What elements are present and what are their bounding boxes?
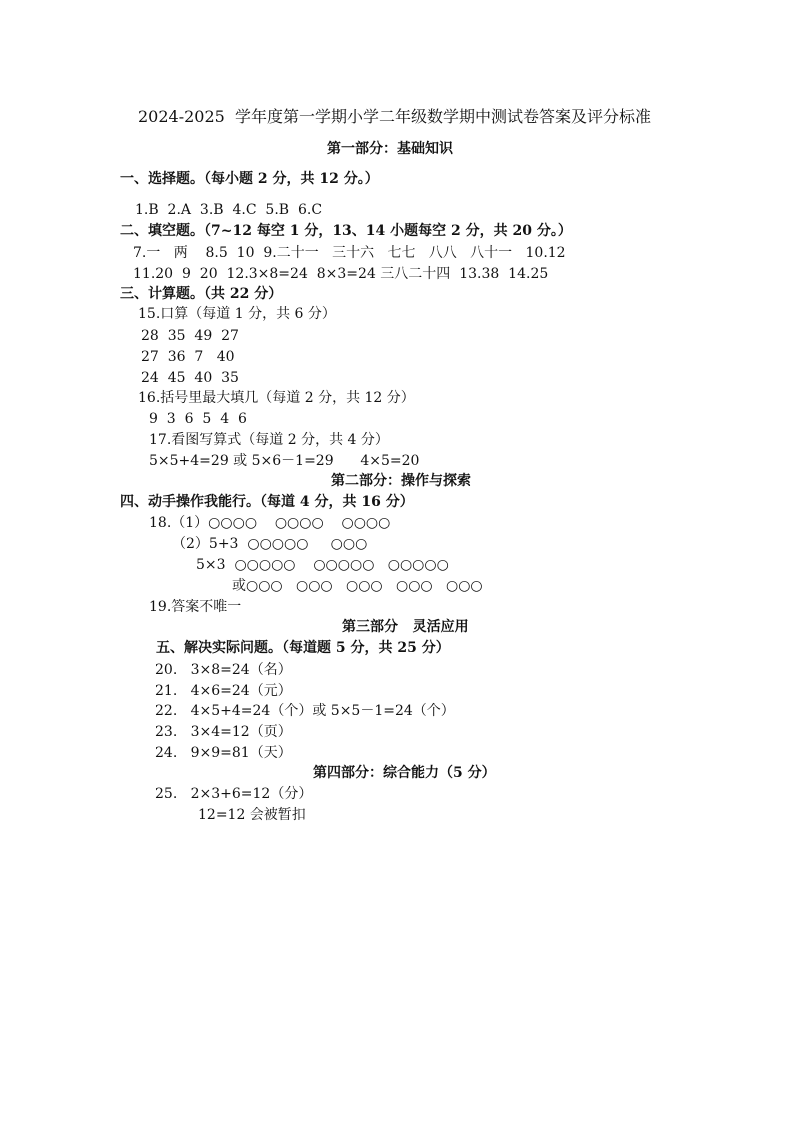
part3-heading: 第三部分 灵活应用	[342, 619, 469, 635]
q18-line3: 5×3 ○○○○○ ○○○○○ ○○○○○	[196, 557, 449, 573]
q15-row3: 24 45 40 35	[141, 370, 239, 386]
part1-heading: 第一部分：基础知识	[327, 141, 453, 157]
q23-answer: 23. 3×4=12（页）	[155, 724, 292, 740]
q20-answer: 20. 3×8=24（名）	[155, 662, 292, 678]
section2-answers-line2: 11.20 9 20 12.3×8=24 8×3=24 三八二十四 13.38 14.25	[133, 266, 549, 282]
q22-answer: 22. 4×5+4=24（个）或 5×5－1=24（个）	[155, 703, 455, 719]
q15-label: 15.口算（每道 1 分，共 6 分）	[138, 306, 336, 322]
section1-heading: 一、选择题。（每小题 2 分，共 12 分。）	[120, 171, 379, 187]
section2-answers-line1: 7.一 两 8.5 10 9.二十一 三十六 七七 八八 八十一 10.12	[133, 245, 566, 261]
q17-label: 17.看图写算式（每道 2 分，共 4 分）	[149, 432, 389, 448]
q18-line2: （2）5+3 ○○○○○ ○○○	[172, 536, 368, 552]
part2-heading: 第二部分：操作与探索	[331, 473, 471, 489]
section4-heading: 四、动手操作我能行。（每道 4 分，共 16 分）	[120, 494, 414, 510]
q18-line4: 或○○○ ○○○ ○○○ ○○○ ○○○	[232, 578, 483, 594]
q15-row1: 28 35 49 27	[141, 328, 239, 344]
q19-answer: 19.答案不唯一	[149, 599, 242, 615]
q15-row2: 27 36 7 40	[141, 349, 235, 365]
q21-answer: 21. 4×6=24（元）	[155, 683, 292, 699]
section2-heading: 二、填空题。（7~12 每空 1 分，13、14 小题每空 2 分，共 20 分。）	[120, 223, 572, 239]
q16-label: 16.括号里最大填几（每道 2 分，共 12 分）	[138, 390, 415, 406]
section3-heading: 三、计算题。（共 22 分）	[120, 286, 283, 302]
document-title: 2024-2025 学年度第一学期小学二年级数学期中测试卷答案及评分标准	[138, 107, 652, 126]
q16-answers: 9 3 6 5 4 6	[149, 411, 247, 427]
q25-answer-line1: 25. 2×3+6=12（分）	[155, 786, 313, 802]
part4-heading: 第四部分：综合能力（5 分）	[313, 765, 496, 781]
q17-answers: 5×5+4=29 或 5×6－1=29 4×5=20	[149, 453, 420, 469]
section1-answers: 1.B 2.A 3.B 4.C 5.B 6.C	[135, 202, 323, 218]
q18-line1: 18.（1）○○○○ ○○○○ ○○○○	[149, 515, 391, 531]
q24-answer: 24. 9×9=81（天）	[155, 745, 292, 761]
section5-heading: 五、解决实际问题。（每道题 5 分，共 25 分）	[156, 640, 450, 656]
q25-answer-line2: 12=12 会被暂扣	[198, 807, 306, 823]
